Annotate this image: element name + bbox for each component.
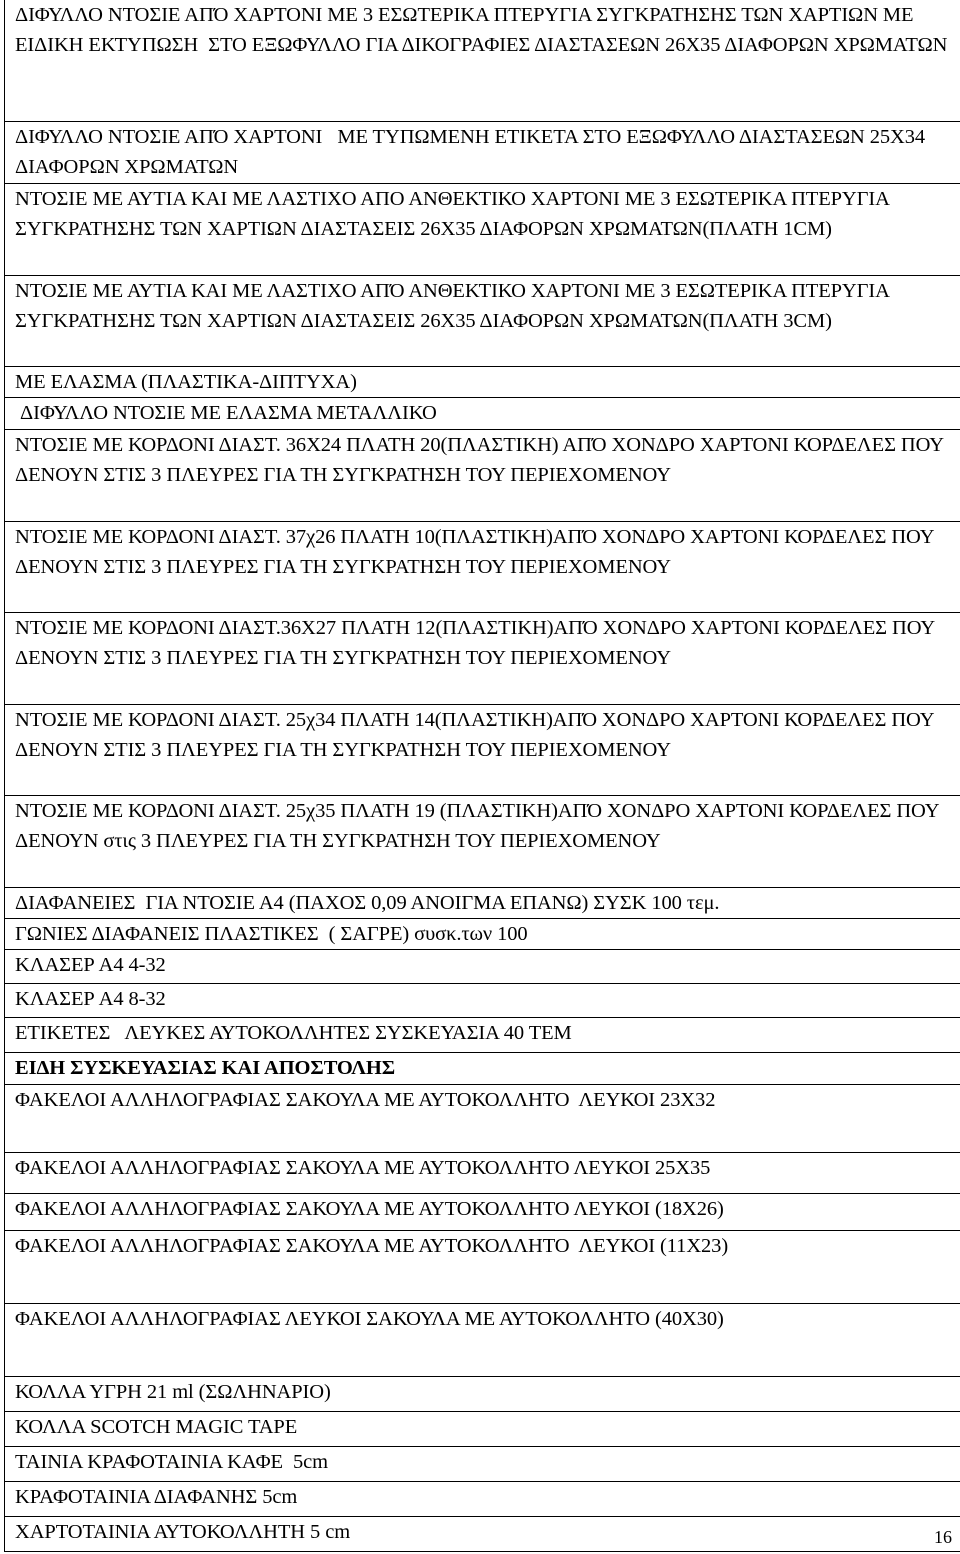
item-cell: ΝΤΟΣΙΕ ΜΕ ΚΟΡΔΟΝΙ ΔΙΑΣΤ. 36Χ24 ΠΛΑΤΗ 20(ΠΛΑΣΤΙΚΗ) ΑΠΌ ΧΟΝΔΡΟ ΧΑΡΤΟΝΙ ΚΟΡΔΕΛΕΣ ΠΟΥ ΔΕΝΟΥΝ ΣΤΙΣ 3 ΠΛΕΥΡΕΣ ΓΙΑ ΤΗ ΣΥΓΚΡΑΤΗΣΗ ΤΟΥ ΠΕΡΙΕΧΟΜΕΝΟΥ <box>5 429 960 521</box>
item-cell: ΝΤΟΣΙΕ ΜΕ ΑΥΤΙΑ ΚΑΙ ΜΕ ΛΑΣΤΙΧΟ ΑΠΟ ΑΝΘΕΚΤΙΚΟ ΧΑΡΤΟΝΙ ΜΕ 3 ΕΣΩΤΕΡΙΚΑ ΠΤΕΡΥΓΙΑ ΣΥΓΚΡΑΤΗΣΗΣ ΤΩΝ ΧΑΡΤΙΩΝ ΔΙΑΣΤΑΣΕΙΣ 26Χ35 ΔΙΑΦΟΡΩΝ ΧΡΩΜΑΤΩΝ(ΠΛΑΤΗ 1CM) <box>5 183 960 275</box>
table-row <box>5 122 960 184</box>
table-row <box>5 887 960 918</box>
table-row <box>5 1411 960 1446</box>
item-cell: ΧΑΡΤΟΤΑΙΝΙΑ ΑΥΤΟΚΟΛΛΗΤΗ 5 cm <box>5 1516 960 1551</box>
item-cell: ΝΤΟΣΙΕ ΜΕ ΚΟΡΔΟΝΙ ΔΙΑΣΤ. 37χ26 ΠΛΑΤΗ 10(ΠΛΑΣΤΙΚΗ)ΑΠΌ ΧΟΝΔΡΟ ΧΑΡΤΟΝΙ ΚΟΡΔΕΛΕΣ ΠΟΥ ΔΕΝΟΥΝ ΣΤΙΣ 3 ΠΛΕΥΡΕΣ ΓΙΑ ΤΗ ΣΥΓΚΡΑΤΗΣΗ ΤΟΥ ΠΕΡΙΕΧΟΜΕΝΟΥ <box>5 521 960 612</box>
item-cell: ΔΙΦΥΛΛΟ ΝΤΟΣΙΕ ΑΠΌ ΧΑΡΤΟΝΙ ΜΕ 3 ΕΣΩΤΕΡΙΚΑ ΠΤΕΡΥΓΙΑ ΣΥΓΚΡΑΤΗΣΗΣ ΤΩΝ ΧΑΡΤΙΩΝ ΜΕ ΕΙΔΙΚΗ ΕΚΤΥΠΩΣΗ ΣΤΟ ΕΞΩΦΥΛΛΟ ΓΙΑ ΔΙΚΟΓΡΑΦΙΕΣ ΔΙΑΣΤΑΣΕΩΝ 26Χ35 ΔΙΑΦΟΡΩΝ ΧΡΩΜΑΤΩΝ <box>5 0 960 122</box>
section-heading: ΕΙΔΗ ΣΥΣΚΕΥΑΣΙΑΣ ΚΑΙ ΑΠΟΣΤΟΛΗΣ <box>5 1053 960 1084</box>
table-row <box>5 1446 960 1481</box>
table-row <box>5 0 960 122</box>
table-row <box>5 1193 960 1230</box>
item-cell: ΚΡΑΦΟΤΑΙΝΙΑ ΔΙΑΦΑΝΗΣ 5cm <box>5 1481 960 1516</box>
item-cell: ΦΑΚΕΛΟΙ ΑΛΛΗΛΟΓΡΑΦΙΑΣ ΣΑΚΟΥΛΑ ΜΕ ΑΥΤΟΚΟΛΛΗΤΟ ΛΕΥΚΟΙ 23Χ32 <box>5 1084 960 1152</box>
table-row <box>5 984 960 1018</box>
page-number: 16 <box>934 1527 952 1547</box>
table-row <box>5 366 960 397</box>
item-cell: ΝΤΟΣΙΕ ΜΕ ΑΥΤΙΑ ΚΑΙ ΜΕ ΛΑΣΤΙΧΟ ΑΠΌ ΑΝΘΕΚΤΙΚΟ ΧΑΡΤΟΝΙ ΜΕ 3 ΕΣΩΤΕΡΙΚΑ ΠΤΕΡΥΓΙΑ ΣΥΓΚΡΑΤΗΣΗΣ ΤΩΝ ΧΑΡΤΙΩΝ ΔΙΑΣΤΑΣΕΙΣ 26Χ35 ΔΙΑΦΟΡΩΝ ΧΡΩΜΑΤΩΝ(ΠΛΑΤΗ 3CM) <box>5 275 960 366</box>
table-row <box>5 612 960 704</box>
item-cell: ΝΤΟΣΙΕ ΜΕ ΚΟΡΔΟΝΙ ΔΙΑΣΤ. 25χ35 ΠΛΑΤΗ 19 (ΠΛΑΣΤΙΚΗ)ΑΠΌ ΧΟΝΔΡΟ ΧΑΡΤΟΝΙ ΚΟΡΔΕΛΕΣ ΠΟΥ ΔΕΝΟΥΝ στις 3 ΠΛΕΥΡΕΣ ΓΙΑ ΤΗ ΣΥΓΚΡΑΤΗΣΗ ΤΟΥ ΠΕΡΙΕΧΟΜΕΝΟΥ <box>5 795 960 887</box>
item-cell: ΕΤΙΚΕΤΕΣ ΛΕΥΚΕΣ ΑΥΤΟΚΟΛΛΗΤΕΣ ΣΥΣΚΕΥΑΣΙΑ 40 ΤΕΜ <box>5 1018 960 1053</box>
item-cell: ΝΤΟΣΙΕ ΜΕ ΚΟΡΔΟΝΙ ΔΙΑΣΤ.36Χ27 ΠΛΑΤΗ 12(ΠΛΑΣΤΙΚΗ)ΑΠΌ ΧΟΝΔΡΟ ΧΑΡΤΟΝΙ ΚΟΡΔΕΛΕΣ ΠΟΥ ΔΕΝΟΥΝ ΣΤΙΣ 3 ΠΛΕΥΡΕΣ ΓΙΑ ΤΗ ΣΥΓΚΡΑΤΗΣΗ ΤΟΥ ΠΕΡΙΕΧΟΜΕΝΟΥ <box>5 612 960 704</box>
item-cell: ΚΟΛΛΑ ΥΓΡΗ 21 ml (ΣΩΛΗΝΑΡΙΟ) <box>5 1376 960 1411</box>
item-cell: ΝΤΟΣΙΕ ΜΕ ΚΟΡΔΟΝΙ ΔΙΑΣΤ. 25χ34 ΠΛΑΤΗ 14(ΠΛΑΣΤΙΚΗ)ΑΠΌ ΧΟΝΔΡΟ ΧΑΡΤΟΝΙ ΚΟΡΔΕΛΕΣ ΠΟΥ ΔΕΝΟΥΝ ΣΤΙΣ 3 ΠΛΕΥΡΕΣ ΓΙΑ ΤΗ ΣΥΓΚΡΑΤΗΣΗ ΤΟΥ ΠΕΡΙΕΧΟΜΕΝΟΥ <box>5 704 960 795</box>
item-cell: ΦΑΚΕΛΟΙ ΑΛΛΗΛΟΓΡΑΦΙΑΣ ΣΑΚΟΥΛΑ ΜΕ ΑΥΤΟΚΟΛΛΗΤΟ ΛΕΥΚΟΙ (11Χ23) <box>5 1230 960 1303</box>
table-row <box>5 795 960 887</box>
items-table <box>4 0 960 1552</box>
item-cell: ΦΑΚΕΛΟΙ ΑΛΛΗΛΟΓΡΑΦΙΑΣ ΛΕΥΚΟΙ ΣΑΚΟΥΛΑ ΜΕ ΑΥΤΟΚΟΛΛΗΤΟ (40Χ30) <box>5 1303 960 1376</box>
table-row <box>5 1516 960 1551</box>
table-row <box>5 398 960 429</box>
table-row <box>5 429 960 521</box>
table-row <box>5 521 960 612</box>
table-row <box>5 1053 960 1084</box>
item-cell: ΚΟΛΛΑ SCOTCH MAGIC TAPE <box>5 1411 960 1446</box>
item-cell: ΚΛΑΣΕΡ Α4 4-32 <box>5 950 960 984</box>
table-row <box>5 1481 960 1516</box>
table-row <box>5 1376 960 1411</box>
table-row <box>5 1230 960 1303</box>
item-cell: ΚΛΑΣΕΡ Α4 8-32 <box>5 984 960 1018</box>
item-cell: ΔΙΦΥΛΛΟ ΝΤΟΣΙΕ ΜΕ ΕΛΑΣΜΑ ΜΕΤΑΛΛΙΚΟ <box>5 398 960 429</box>
item-cell: ΔΙΦΥΛΛΟ ΝΤΟΣΙΕ ΑΠΌ ΧΑΡΤΟΝΙ ΜΕ ΤΥΠΩΜΕΝΗ ΕΤΙΚΕΤΑ ΣΤΟ ΕΞΩΦΥΛΛΟ ΔΙΑΣΤΑΣΕΩΝ 25Χ34 ΔΙΑΦΟΡΩΝ ΧΡΩΜΑΤΩΝ <box>5 122 960 184</box>
table-row <box>5 1303 960 1376</box>
item-cell: ΦΑΚΕΛΟΙ ΑΛΛΗΛΟΓΡΑΦΙΑΣ ΣΑΚΟΥΛΑ ΜΕ ΑΥΤΟΚΟΛΛΗΤΟ ΛΕΥΚΟΙ 25Χ35 <box>5 1152 960 1193</box>
item-cell: ΦΑΚΕΛΟΙ ΑΛΛΗΛΟΓΡΑΦΙΑΣ ΣΑΚΟΥΛΑ ΜΕ ΑΥΤΟΚΟΛΛΗΤΟ ΛΕΥΚΟΙ (18Χ26) <box>5 1193 960 1230</box>
table-row <box>5 950 960 984</box>
table-row <box>5 1018 960 1053</box>
item-cell: ΤΑΙΝΙΑ ΚΡΑΦΟΤΑΙΝΙΑ ΚΑΦΕ 5cm <box>5 1446 960 1481</box>
table-row <box>5 919 960 950</box>
table-row <box>5 1084 960 1152</box>
item-cell: ΓΩΝΙΕΣ ΔΙΑΦΑΝΕΙΣ ΠΛΑΣΤΙΚΕΣ ( ΣΑΓΡΕ) συσκ.των 100 <box>5 919 960 950</box>
item-cell: ΜΕ ΕΛΑΣΜΑ (ΠΛΑΣΤΙΚΑ-ΔΙΠΤΥΧΑ) <box>5 366 960 397</box>
table-row <box>5 183 960 275</box>
item-cell: ΔΙΑΦΑΝΕΙΕΣ ΓΙΑ ΝΤΟΣΙΕ Α4 (ΠΑΧΟΣ 0,09 ΑΝΟΙΓΜΑ ΕΠΑΝΩ) ΣΥΣΚ 100 τεμ. <box>5 887 960 918</box>
table-row <box>5 704 960 795</box>
table-row <box>5 1152 960 1193</box>
table-row <box>5 275 960 366</box>
